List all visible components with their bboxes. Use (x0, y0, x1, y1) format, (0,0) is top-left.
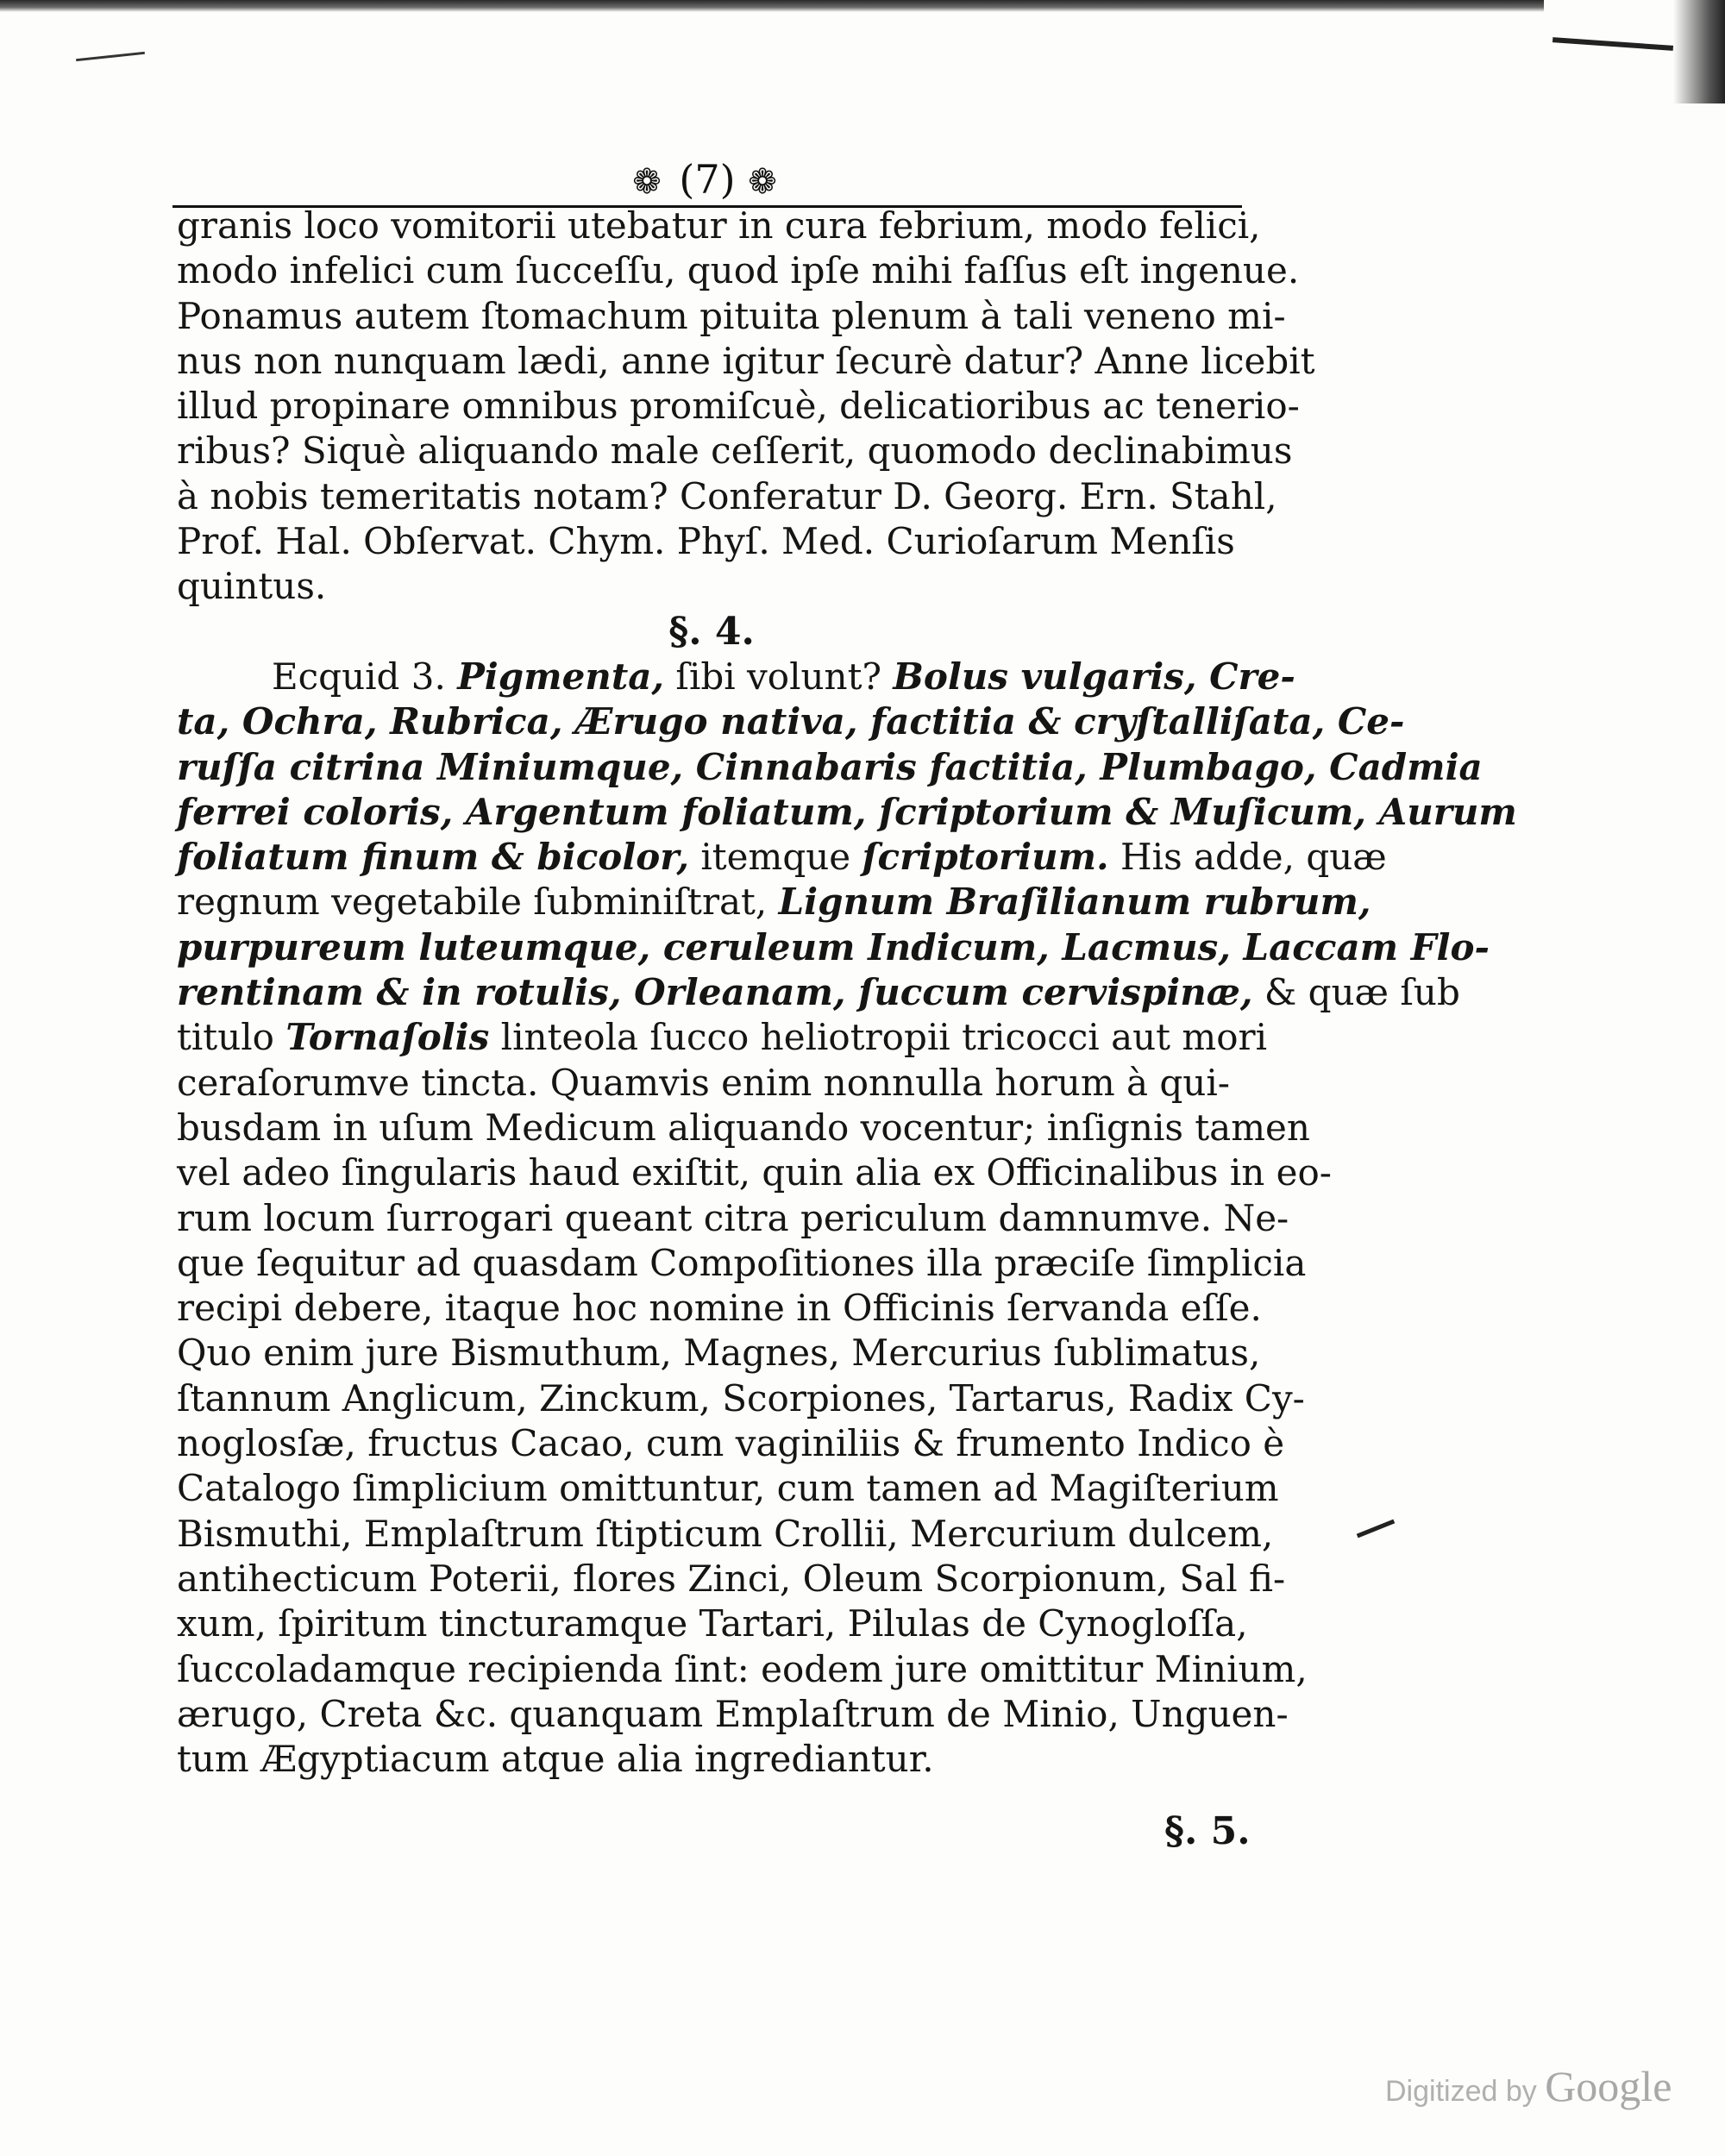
italic-term: Pigmenta, (457, 655, 665, 698)
text-line: antihecticum Poterii, flores Zinci, Oleum Scorpionum, Sal fi- (177, 1557, 1286, 1600)
catchword: §. 5. (1164, 1809, 1251, 1853)
page-number: (7) (679, 156, 736, 203)
text-line: Ponamus autem ſtomachum pituita plenum à tali veneno mi- (177, 294, 1286, 337)
page-number-line (172, 155, 1242, 206)
text-line: rum locum ſurrogari queant citra periculum damnumve. Ne- (177, 1196, 1289, 1239)
scan-margin-mark (1357, 1520, 1396, 1539)
text-line: ſuccoladamque recipienda ſint: eodem jure omittitur Minium, (177, 1647, 1308, 1690)
scan-top-right-shadow (1673, 0, 1725, 103)
text-run: ſibi volunt? (664, 655, 894, 698)
text-line: quintus. (177, 565, 327, 608)
text-run: Ecquid 3. (272, 655, 458, 698)
text-line: tum Ægyptiacum atque alia ingrediantur. (177, 1738, 934, 1781)
italic-term: ferrei coloris, Argentum foliatum, ſcriptorium & Muſicum, Aurum (177, 790, 1517, 833)
italic-term: foliatum finum & bicolor, (177, 836, 689, 879)
text-line: modo infelici cum ſucceſſu, quod ipſe mihi faſſus eſt ingenue. (177, 249, 1300, 292)
text-line: vel adeo ſingularis haud exiſtit, quin alia ex Officinalibus in eo- (177, 1151, 1332, 1194)
text-line: nus non nunquam lædi, anne igitur ſecurè datur? Anne licebit (177, 339, 1315, 382)
text-line: ſtannum Anglicum, Zinckum, Scorpiones, Tartarus, Radix Cy- (177, 1376, 1305, 1420)
text-run: & quæ ſub (1252, 971, 1460, 1014)
scan-right-mark (1552, 37, 1673, 51)
text-line: ribus? Siquè aliquando male ceſſerit, quomodo declinabimus (177, 429, 1293, 473)
text-line: Prof. Hal. Obſervat. Chym. Phyſ. Med. Curioſarum Menſis (177, 520, 1235, 563)
text-line: Quo enim jure Bismuthum, Magnes, Mercurius ſublimatus, (177, 1332, 1261, 1375)
text-line: busdam in uſum Medicum aliquando vocentur; inſignis tamen (177, 1106, 1310, 1149)
text-line (177, 745, 1483, 790)
italic-term: Tornaſolis (285, 1016, 490, 1059)
section-heading: §. 4. (668, 609, 755, 654)
text-line (177, 970, 1460, 1015)
text-line: noglosſæ, fructus Cacao, cum vaginiliis & frumento Indico è (177, 1422, 1285, 1465)
italic-term: ta, Ochra, Rubrica, Ærugo nativa, factitia & cryſtalliſata, Ce- (177, 700, 1405, 743)
text-line: Bismuthi, Emplaſtrum ſtipticum Crollii, Mercurium dulcem, (177, 1512, 1274, 1555)
italic-term: Bolus vulgaris, Cre- (893, 655, 1295, 698)
text-line: recipi debere, itaque hoc nomine in Officinis ſervanda eſſe. (177, 1287, 1262, 1330)
text-line (177, 655, 1295, 699)
text-line (177, 699, 1405, 744)
text-line: ærugo, Creta &c. quanquam Emplaſtrum de Minio, Unguen- (177, 1692, 1289, 1735)
watermark-prefix: Digitized by (1385, 2075, 1537, 2108)
text-line: granis loco vomitorii utebatur in cura febrium, modo felici, (177, 204, 1261, 247)
text-line: à nobis temeritatis notam? Conferatur D. Georg. Ern. Stahl, (177, 474, 1277, 517)
ornament-right-icon: ❁ (748, 162, 782, 202)
text-line: xum, ſpiritum tincturamque Tartari, Pilulas de Cynogloſſa, (177, 1602, 1248, 1645)
text-line: Catalogo ſimplicium omittuntur, cum tamen ad Magiſterium (177, 1467, 1279, 1510)
watermark-brand: Google (1545, 2062, 1672, 2110)
text-line (177, 790, 1517, 835)
text-run: regnum vegetabile ſubminiſtrat, (177, 881, 779, 924)
text-run: His adde, quæ (1108, 836, 1387, 879)
text-line: ceraſorumve tincta. Quamvis enim nonnulla horum à qui- (177, 1061, 1230, 1104)
text-run: itemque (689, 836, 862, 879)
scan-top-edge-shadow (0, 0, 1544, 12)
text-run: linteola ſucco heliotropii tricocci aut mori (489, 1016, 1268, 1059)
text-line: illud propinare omnibus promiſcuè, delicatioribus ac tenerio- (177, 385, 1300, 428)
text-line (177, 925, 1490, 970)
italic-term: rentinam & in rotulis, Orleanam, ſuccum cervispinæ, (177, 971, 1253, 1014)
body-text (177, 204, 1517, 1782)
text-line (177, 880, 1371, 924)
scan-left-mark (76, 52, 145, 61)
text-run: titulo (177, 1016, 286, 1059)
italic-term: ſcriptorium. (862, 836, 1109, 879)
digitized-watermark (1385, 2061, 1672, 2111)
text-line (177, 835, 1387, 880)
ornament-left-icon: ❁ (632, 162, 667, 202)
text-line: que ſequitur ad quasdam Compoſitiones illa præciſe ſimplicia (177, 1241, 1307, 1284)
page-header (172, 155, 1242, 207)
italic-term: Lignum Braſilianum rubrum, (778, 881, 1371, 924)
italic-term: ruſſa citrina Miniumque, Cinnabaris factitia, Plumbago, Cadmia (177, 745, 1483, 788)
italic-term: purpureum luteumque, ceruleum Indicum, Lacmus, Laccam Flo- (177, 925, 1490, 968)
text-line (177, 1015, 1268, 1060)
